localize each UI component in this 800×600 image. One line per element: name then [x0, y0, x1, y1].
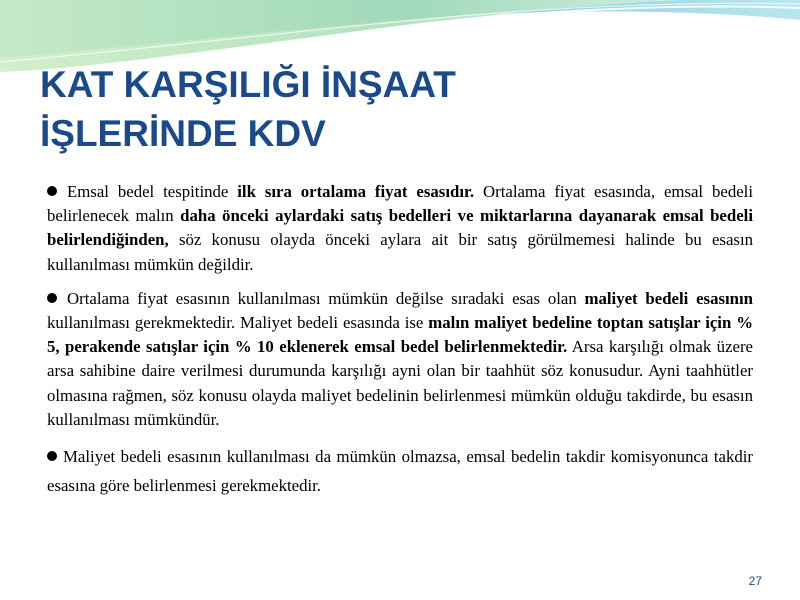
text-segment-bold: ilk sıra ortalama fiyat esasıdır.	[237, 182, 475, 201]
text-segment: Arsa karşılığı olmak üzere arsa sahibine daire verilmesi durumunda karşılığı ayni olan bir taahhüt söz konusudur. Ayni taahhütler olmasına rağmen, söz konusu olayda maliyet bedelinin belirlenmesi mümkün olduğu takdirde, bu esasın kullanılması mümkündür.	[47, 337, 754, 429]
text-segment-bold: daha önceki aylardaki satış bedelleri ve miktarlarına dayanarak emsal bedeli belirlendiğinden,	[47, 206, 753, 250]
slide-title	[40, 60, 456, 158]
bullet-dot-icon	[47, 186, 57, 196]
bullet-dot-icon	[47, 293, 57, 303]
bullet-paragraph	[47, 287, 753, 432]
text-segment: Emsal bedel tespitinde	[67, 182, 238, 201]
page-number: 27	[748, 574, 762, 588]
bullet-dot-icon	[47, 451, 57, 461]
slide-title-line-2: İŞLERİNDE KDV	[40, 113, 326, 154]
text-segment-bold: malın maliyet bedeline toptan satışlar için % 5, perakende satışlar için % 10 eklenerek emsal bedel belirlenmektedir.	[47, 313, 753, 357]
slide-body	[47, 180, 753, 510]
text-segment: Maliyet bedeli esasının kullanılması da mümkün olmazsa, emsal bedelin takdir komisyonunca takdir esasına göre belirlenmesi gerekmektedir.	[47, 447, 753, 496]
bullet-paragraph	[47, 180, 753, 277]
text-segment: kullanılması gerekmektedir. Maliyet bedeli esasında ise	[47, 313, 429, 333]
slide-title-line-1: KAT KARŞILIĞI İNŞAAT	[40, 64, 456, 105]
text-segment: Ortalama fiyat esasının kullanılması mümkün değilse sıradaki esas olan	[67, 288, 585, 308]
text-segment: Ortalama fiyat esasında, emsal bedeli belirlenecek malın	[47, 182, 753, 226]
bullet-paragraph	[47, 442, 753, 500]
text-segment: söz konusu olayda önceki aylara ait bir satış görülmemesi halinde bu esasın kullanılması mümkün değildir.	[47, 230, 753, 274]
text-segment-bold: maliyet bedeli esasının	[584, 288, 753, 308]
